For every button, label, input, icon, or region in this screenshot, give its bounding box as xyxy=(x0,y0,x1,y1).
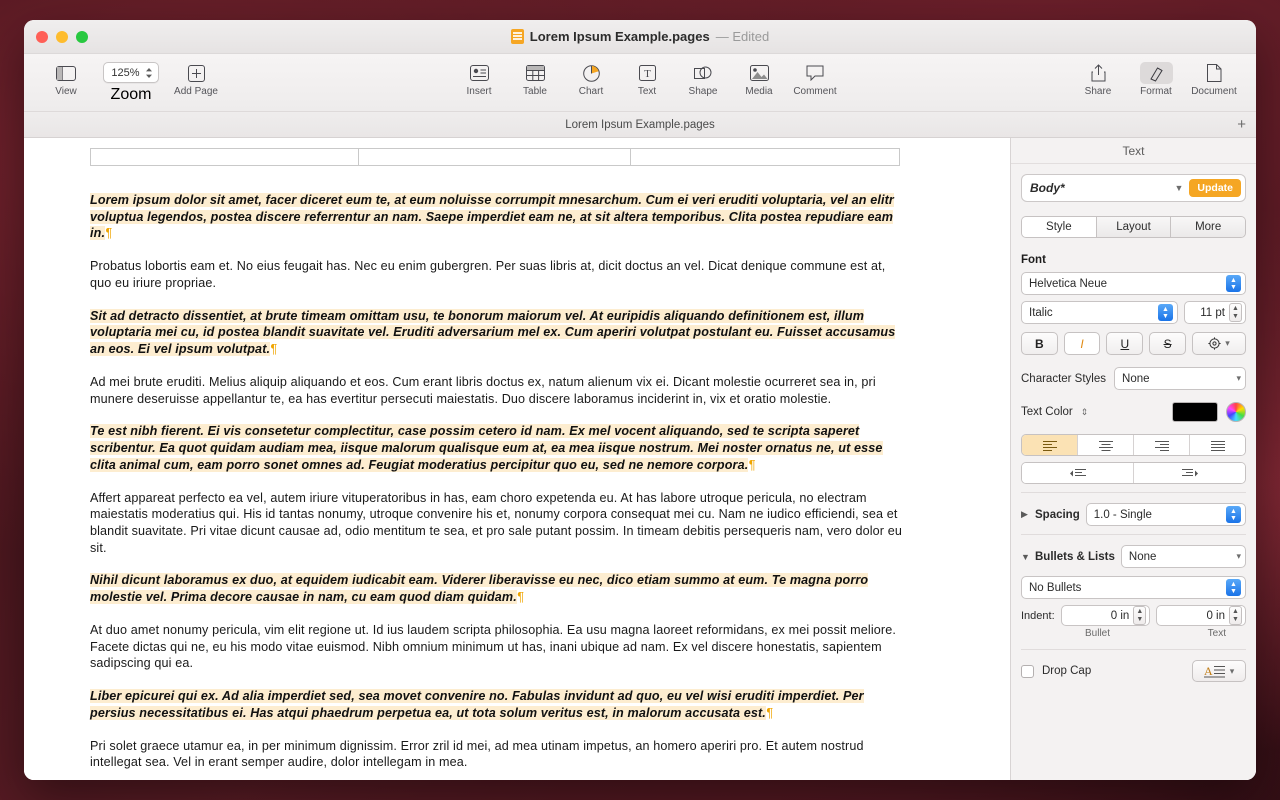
toolbar-insert-label: Insert xyxy=(466,86,492,97)
toolbar-shape-label: Shape xyxy=(688,86,718,97)
header-table-cell[interactable] xyxy=(358,148,630,166)
divider xyxy=(1021,534,1246,535)
indent-captions xyxy=(1021,626,1246,639)
align-right-button[interactable] xyxy=(1134,435,1190,455)
bullets-lists-label: Bullets & Lists xyxy=(1035,550,1115,563)
minimize-button[interactable] xyxy=(56,31,68,43)
text-color-label: Text Color xyxy=(1021,406,1073,418)
toolbar-text-button[interactable] xyxy=(619,58,675,97)
toolbar-document-button[interactable] xyxy=(1186,58,1242,97)
text-color-row xyxy=(1021,402,1246,422)
text-color-swatch[interactable] xyxy=(1172,402,1218,422)
toolbar-format-button[interactable] xyxy=(1128,58,1184,97)
update-style-button[interactable]: Update xyxy=(1189,179,1241,197)
gear-icon xyxy=(1208,337,1221,350)
toolbar-media-button[interactable] xyxy=(731,58,787,97)
font-section-title: Font xyxy=(1021,254,1046,266)
text-icon xyxy=(639,62,656,84)
outdent-button[interactable] xyxy=(1022,463,1134,483)
toolbar-document-label: Document xyxy=(1191,86,1237,97)
bullets-lists-row xyxy=(1021,545,1246,568)
line-spacing-value: 1.0 - Single xyxy=(1093,508,1152,521)
toolbar-table-button[interactable] xyxy=(507,58,563,97)
window-titlebar xyxy=(24,20,1256,54)
stepper-icon[interactable]: ▲ ▼ xyxy=(1229,606,1242,625)
comment-icon xyxy=(806,62,824,84)
tab-layout[interactable]: Layout xyxy=(1097,217,1172,237)
zoom-popup-button[interactable] xyxy=(103,62,158,83)
bullets-lists-value: None xyxy=(1128,550,1157,563)
pages-app-window xyxy=(24,20,1256,780)
header-table-cell[interactable] xyxy=(630,148,900,166)
indent-button[interactable] xyxy=(1134,463,1245,483)
paragraph-text: Liber epicurei qui ex. Ad alia imperdiet sed, sea movet convenire no. Fabulas invidunt ad quo, eu vel wisi eruditi imperdiet. Per persius necessitatibus ei. Has atqui phaedrum perpetua ea, ut tota solum veritus est, in malorum accusata est. xyxy=(90,689,864,720)
character-styles-label: Character Styles xyxy=(1021,372,1107,385)
bullet-indent-value: 0 in xyxy=(1110,609,1130,622)
toolbar-shape-button[interactable] xyxy=(675,58,731,97)
chevron-updown-icon xyxy=(145,68,153,78)
toolbar-zoom-control[interactable] xyxy=(96,58,166,104)
bullet-type-select[interactable] xyxy=(1021,576,1246,599)
inspector-body xyxy=(1011,164,1256,682)
font-family-select[interactable] xyxy=(1021,272,1246,295)
align-left-button[interactable] xyxy=(1022,435,1078,455)
text-indent-caption: Text xyxy=(1207,628,1226,639)
toolbar-view-label: View xyxy=(55,86,77,97)
document-tab-name[interactable]: Lorem Ipsum Example.pages xyxy=(565,118,715,131)
chevron-updown-icon[interactable]: ▲ ▼ xyxy=(1226,275,1241,292)
chevron-down-icon[interactable]: ▼ xyxy=(1174,183,1184,193)
bold-button[interactable] xyxy=(1021,332,1058,355)
toolbar-text-label: Text xyxy=(637,86,657,97)
add-tab-button[interactable]: + xyxy=(1237,116,1246,133)
workspace xyxy=(24,138,1256,780)
paragraph-style-value: Body* xyxy=(1030,181,1065,195)
underline-label: U xyxy=(1120,336,1130,351)
paragraph[interactable] xyxy=(90,258,902,291)
paragraph[interactable] xyxy=(90,490,902,557)
pages-document-icon xyxy=(511,29,524,44)
strikethrough-label: S xyxy=(1163,336,1172,351)
italic-button[interactable] xyxy=(1064,332,1101,355)
inspector-tabs[interactable] xyxy=(1021,216,1246,238)
tab-more[interactable]: More xyxy=(1171,217,1245,237)
table-icon xyxy=(526,62,545,84)
chevron-down-icon[interactable]: ▾ xyxy=(1225,338,1230,348)
underline-button[interactable] xyxy=(1106,332,1143,355)
window-title xyxy=(24,29,1256,44)
document-icon xyxy=(1207,62,1222,84)
paragraph[interactable] xyxy=(90,308,902,358)
paragraph-text: At duo amet nonumy pericula, vim elit regione ut. Id ius laudem scripta philosophia. Ea usu magna laoreet reformidans, ex mei possit meliore. Facete dictas qui ne, eu his modo vitae euismod. Nibh omnium minimum ut has, inani ubique ad nam. Ex vel discere honestatis, sapientem sadipscing qui ea. xyxy=(90,622,896,671)
drop-cap-checkbox[interactable] xyxy=(1021,665,1034,678)
pilcrow-mark: ¶ xyxy=(105,226,112,241)
toolbar-center-group xyxy=(451,58,843,97)
header-table[interactable] xyxy=(90,148,900,166)
toolbar-comment-label: Comment xyxy=(793,86,837,97)
font-family-value: Helvetica Neue xyxy=(1029,277,1107,290)
media-icon xyxy=(750,62,769,84)
character-styles-value: None xyxy=(1122,372,1150,385)
zoom-value: 125% xyxy=(111,66,140,79)
font-size-stepper[interactable] xyxy=(1184,301,1246,324)
paragraph[interactable] xyxy=(90,688,902,721)
align-center-button[interactable] xyxy=(1078,435,1134,455)
italic-label: I xyxy=(1080,336,1084,351)
share-icon xyxy=(1091,62,1106,84)
paragraph-text: Pri solet graece utamur ea, in per minimum dignissim. Error zril id mei, ad mea utinam impetus, an homero aperiri pro. Et autem nostrud intellegat sea. Vel in erant semper audire, dolor intellegam in mea. xyxy=(90,738,864,770)
document-tab-bar xyxy=(24,112,1256,138)
chevron-down-icon[interactable]: ▾ xyxy=(1229,665,1235,676)
toolbar-share-label: Share xyxy=(1084,86,1112,97)
toolbar-zoom-label: Zoom xyxy=(110,86,152,103)
header-table-cell[interactable] xyxy=(90,148,358,166)
font-style-select[interactable] xyxy=(1021,301,1178,324)
paragraph[interactable] xyxy=(90,572,902,605)
paragraph[interactable] xyxy=(90,738,902,771)
toolbar-table-label: Table xyxy=(523,86,547,97)
toolbar-left-group xyxy=(38,58,224,104)
spacing-label: Spacing xyxy=(1035,508,1080,521)
indent-label: Indent: xyxy=(1021,609,1055,622)
format-brush-icon xyxy=(1140,62,1173,84)
text-indent-value: 0 in xyxy=(1206,609,1226,622)
close-button[interactable] xyxy=(36,31,48,43)
stepper-icon[interactable]: ▲ ▼ xyxy=(1133,606,1146,625)
svg-text:T: T xyxy=(643,68,651,80)
font-size-value: 11 pt xyxy=(1200,306,1225,319)
strikethrough-button[interactable] xyxy=(1149,332,1186,355)
window-title-text: Lorem Ipsum Example.pages xyxy=(529,29,710,44)
divider xyxy=(1021,492,1246,493)
character-styles-select[interactable] xyxy=(1114,367,1246,390)
chevron-down-icon[interactable]: ▾ xyxy=(1236,373,1241,383)
pilcrow-mark: ¶ xyxy=(765,705,773,720)
paragraph-indent-buttons xyxy=(1021,462,1246,484)
toolbar-view-button[interactable] xyxy=(38,58,94,97)
svg-text:A: A xyxy=(1203,664,1213,678)
drop-cap-icon xyxy=(1204,664,1226,678)
toolbar-add-page-button[interactable] xyxy=(168,58,224,97)
line-spacing-select[interactable] xyxy=(1086,503,1246,526)
toolbar-chart-button[interactable] xyxy=(563,58,619,97)
indent-row xyxy=(1021,605,1246,626)
disclosure-triangle-icon[interactable]: ▶ xyxy=(1021,509,1028,519)
paragraph-text: Ad mei brute eruditi. Melius aliquip aliquando et eos. Cum erant libris doctus ex, natum alienum vix ei. Dicant molestie ocurreret sea in, pri munere deseruisse appellantur te, ea has evertitur persecuti maiestatis. Duo discere laboramus inciderint in, vix et oratio molestie. xyxy=(90,374,876,406)
add-page-icon xyxy=(188,62,205,84)
document-canvas[interactable] xyxy=(24,138,1010,780)
paragraph-text: Te est nibh fierent. Ei vis consetetur complectitur, case possim cetero id nam. Ex mel vocent aliquando, sed te scripta saperet scribentur. Ea quot quidam audiam mea, iisque malorum qualisque eum at, ea mea iisque nostrum. Mei noster ornatus ne, ut esse clita animal cum, eam porro sonet omnes ad. Feugiat moderatius percipitur quo eu, sed ne nemore corpora. xyxy=(90,424,883,472)
paragraph-text: Sit ad detracto dissentiet, at brute timeam omittam usu, te bonorum maiorum vel. At euripidis aliquando definitionem est, illum voluptaria mei cu, id postea blandit suavitate vel. Eruditi adversarium mel ex. Cum aperiri volutpat postulant eu. Fuisset accusamus an eos. Ei vel ipsum volutpat. xyxy=(90,308,896,357)
shape-icon xyxy=(694,62,712,84)
bullets-lists-select[interactable] xyxy=(1121,545,1246,568)
toolbar-insert-button[interactable] xyxy=(451,58,507,97)
paragraph-style-row[interactable] xyxy=(1021,174,1246,202)
window-edited-status: — Edited xyxy=(715,29,770,44)
paragraph-alignment-buttons xyxy=(1021,434,1246,456)
chevron-updown-icon[interactable]: ▲ ▼ xyxy=(1158,304,1173,321)
document-page xyxy=(24,138,1010,771)
tab-style[interactable]: Style xyxy=(1022,217,1097,237)
paragraph-text: Probatus lobortis eam et. No eius feugait has. Nec eu enim gubergren. Per suas libris at, dicit doctus an vel. Dicat denique commune est at, quo eu iriure propriae. xyxy=(90,259,886,290)
chevron-down-icon[interactable]: ▾ xyxy=(1236,551,1241,561)
font-options-button[interactable] xyxy=(1192,332,1246,355)
pilcrow-mark: ¶ xyxy=(270,342,278,357)
bullet-indent-field[interactable] xyxy=(1061,605,1151,626)
paragraph-text: Nihil dicunt laboramus ex duo, at equidem iudicabit eam. Viderer liberavisse eu nec, dico etiam summo at eum. Te magna porro molestie vel. Prima decore causae in nam, cu eam quod diam quidam. xyxy=(90,573,869,605)
bullet-type-value: No Bullets xyxy=(1029,581,1082,594)
spacing-row xyxy=(1021,503,1246,526)
pilcrow-mark: ¶ xyxy=(748,457,756,472)
bullet-indent-caption: Bullet xyxy=(1085,628,1111,639)
pilcrow-mark: ¶ xyxy=(516,590,524,605)
font-style-row xyxy=(1021,301,1246,330)
paragraph[interactable] xyxy=(90,374,902,407)
toolbar-share-button[interactable] xyxy=(1070,58,1126,97)
toolbar-right-group xyxy=(1070,58,1242,97)
paragraph[interactable] xyxy=(90,192,902,242)
chevron-updown-icon[interactable]: ⇕ xyxy=(1080,406,1089,417)
stepper-icon[interactable]: ▲ ▼ xyxy=(1229,303,1242,322)
drop-cap-style-button[interactable] xyxy=(1192,660,1246,682)
window-traffic-lights[interactable] xyxy=(36,31,88,43)
chart-icon xyxy=(583,62,600,84)
inspector-header: Text xyxy=(1011,138,1256,164)
drop-cap-label: Drop Cap xyxy=(1042,665,1092,677)
color-wheel-icon[interactable] xyxy=(1226,402,1246,422)
font-format-buttons xyxy=(1021,332,1246,355)
drop-cap-row xyxy=(1021,660,1246,682)
insert-icon xyxy=(470,62,489,84)
chevron-updown-icon[interactable]: ▲ ▼ xyxy=(1226,506,1241,523)
main-toolbar xyxy=(24,54,1256,112)
text-indent-field[interactable] xyxy=(1156,605,1246,626)
zoom-window-button[interactable] xyxy=(76,31,88,43)
toolbar-format-label: Format xyxy=(1140,86,1172,97)
bold-label: B xyxy=(1035,336,1044,351)
paragraph-text: Lorem ipsum dolor sit amet, facer diceret eum te, at eum noluisse corrumpit mnesarchum. Cum ei veri eruditi voluptaria, vel an elitr voluptua legendos, postea discere referrentur an nam. Saepe imperdiet eam ne, at sit altera temporibus. Clita postea repudiare eam in. xyxy=(90,193,894,241)
divider xyxy=(1021,649,1246,650)
toolbar-comment-button[interactable] xyxy=(787,58,843,97)
paragraph[interactable] xyxy=(90,622,902,672)
paragraph-text: Affert appareat perfecto ea vel, autem iriure vituperatoribus in has, eam choro expetenda eu. At has labore utroque pericula, no electram maiestatis moderatius qui. His id tantas nonumy, utroque convenire his et, nonumy corpora consequat mei cu. Nam ne iudico efficiendi, sea et blandit suavitate. Pri vitae dicunt causae ad, odio mentitum te sea, et pro sale putant possim. In timeam debitis persequeris nam, vero dolor eu sit. xyxy=(90,490,902,555)
disclosure-triangle-icon[interactable]: ▼ xyxy=(1021,551,1030,562)
toolbar-chart-label: Chart xyxy=(578,86,604,97)
paragraph[interactable] xyxy=(90,423,902,473)
font-style-value: Italic xyxy=(1029,306,1053,319)
chevron-updown-icon[interactable]: ▲ ▼ xyxy=(1226,579,1241,596)
toolbar-add-page-label: Add Page xyxy=(174,86,218,97)
sidebar-view-icon xyxy=(56,62,76,84)
toolbar-media-label: Media xyxy=(745,86,773,97)
align-justify-button[interactable] xyxy=(1190,435,1245,455)
character-styles-row xyxy=(1021,367,1246,390)
format-inspector xyxy=(1010,138,1256,780)
